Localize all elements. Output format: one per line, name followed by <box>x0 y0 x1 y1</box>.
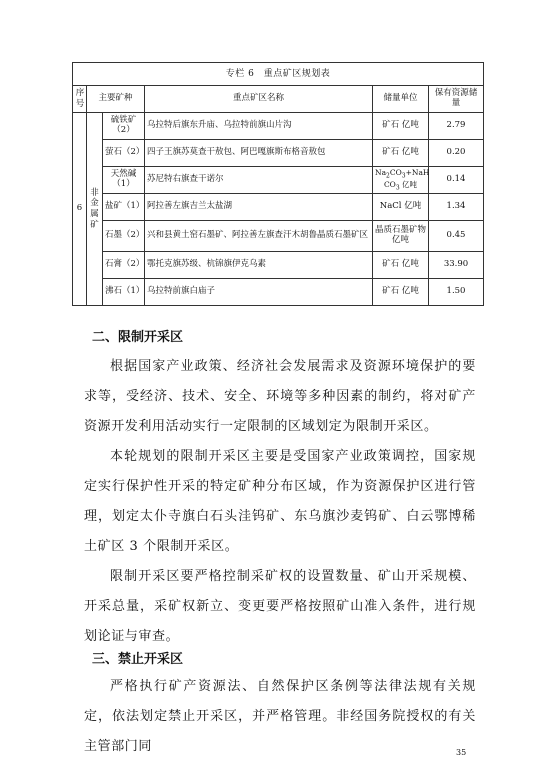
group-seq: 6 <box>73 113 87 306</box>
section-heading-restricted: 二、限制开采区 <box>92 330 184 345</box>
table-row <box>73 252 484 279</box>
paragraph: 本轮规划的限制开采区主要是受国家产业政策调控，国家规定实行保护性开采的特定矿种分布区域，作为资源保护区进行管理，划定太仆寺旗白石头洼钨矿、东乌旗沙麦钨矿、白云鄂博稀土矿区 3 个限制开采区。 <box>84 449 476 554</box>
table-row <box>73 113 484 140</box>
mineral-cell: 石膏（2） <box>103 252 145 279</box>
mineral-cell: 天然碱（1） <box>103 167 145 194</box>
district-cell: 阿拉善左旗吉兰太盐湖 <box>145 194 373 221</box>
paragraph: 根据国家产业政策、经济社会发展需求及资源环境保护的要求等，受经济、技术、安全、环境等多种因素的制约，将对矿产资源开发利用活动实行一定限制的区域划定为限制开采区。 <box>84 359 476 434</box>
reserve-cell: 0.14 <box>429 167 484 194</box>
district-cell: 兴和县黄土窑石墨矿、阿拉善左旗查汗木胡鲁晶质石墨矿区 <box>145 221 373 252</box>
reserve-cell: 1.34 <box>429 194 484 221</box>
unit-cell: $Na_2CO_3+NaH$ $CO_3$ 亿吨 <box>373 167 429 194</box>
district-cell: 乌拉特后旗东升庙、乌拉特前旗山片沟 <box>145 113 373 140</box>
page-number: 35 <box>456 748 467 757</box>
unit-cell: 矿石 亿吨 <box>373 279 429 306</box>
paragraph: 严格执行矿产资源法、自然保护区条例等法律法规有关规定，依法划定禁止开采区，并严格管理。非经国务院授权的有关主管部门同 <box>84 679 476 754</box>
unit-cell: 矿石 亿吨 <box>373 140 429 167</box>
district-cell: 四子王旗苏莫查干敖包、阿巴嘎旗斯布格音敖包 <box>145 140 373 167</box>
table-row <box>73 194 484 221</box>
table-row <box>73 167 484 194</box>
header-mineral: 主要矿种 <box>87 86 145 113</box>
table-caption: 专栏 6 重点矿区规划表 <box>73 63 484 86</box>
header-district: 重点矿区名称 <box>145 86 373 113</box>
table-row <box>73 140 484 167</box>
reserve-cell: 33.90 <box>429 252 484 279</box>
header-unit: 储量单位 <box>373 86 429 113</box>
mineral-cell: 盐矿（1） <box>103 194 145 221</box>
district-cell: 乌拉特前旗白庙子 <box>145 279 373 306</box>
unit-cell: 晶质石墨矿物亿吨 <box>373 221 429 252</box>
unit-cell: NaCl 亿吨 <box>373 194 429 221</box>
paragraph: 限制开采区要严格控制采矿权的设置数量、矿山开采规模、开采总量，采矿权新立、变更要严格按照矿山准入条件，进行规划论证与审查。 <box>84 569 476 644</box>
group-name: 非金属矿 <box>87 113 103 306</box>
reserve-cell: 0.45 <box>429 221 484 252</box>
section-heading-prohibited: 三、禁止开采区 <box>92 652 184 667</box>
mineral-cell: 沸石（1） <box>103 279 145 306</box>
reserve-cell: 0.20 <box>429 140 484 167</box>
reserve-cell: 2.79 <box>429 113 484 140</box>
unit-cell: 矿石 亿吨 <box>373 113 429 140</box>
mineral-cell: 萤石（2） <box>103 140 145 167</box>
district-cell: 苏尼特右旗查干诺尔 <box>145 167 373 194</box>
table-caption-row <box>73 63 484 86</box>
key-mining-district-table <box>72 62 484 306</box>
table-header-row <box>73 86 484 113</box>
mineral-cell: 硫铁矿（2） <box>103 113 145 140</box>
district-cell: 鄂托克旗苏级、杭锦旗伊克乌素 <box>145 252 373 279</box>
header-seq: 序号 <box>73 86 87 113</box>
table-row <box>73 279 484 306</box>
reserve-cell: 1.50 <box>429 279 484 306</box>
unit-cell: 矿石 亿吨 <box>373 252 429 279</box>
mineral-cell: 石墨（2） <box>103 221 145 252</box>
header-reserve: 保有资源储量 <box>429 86 484 113</box>
table-row <box>73 221 484 252</box>
